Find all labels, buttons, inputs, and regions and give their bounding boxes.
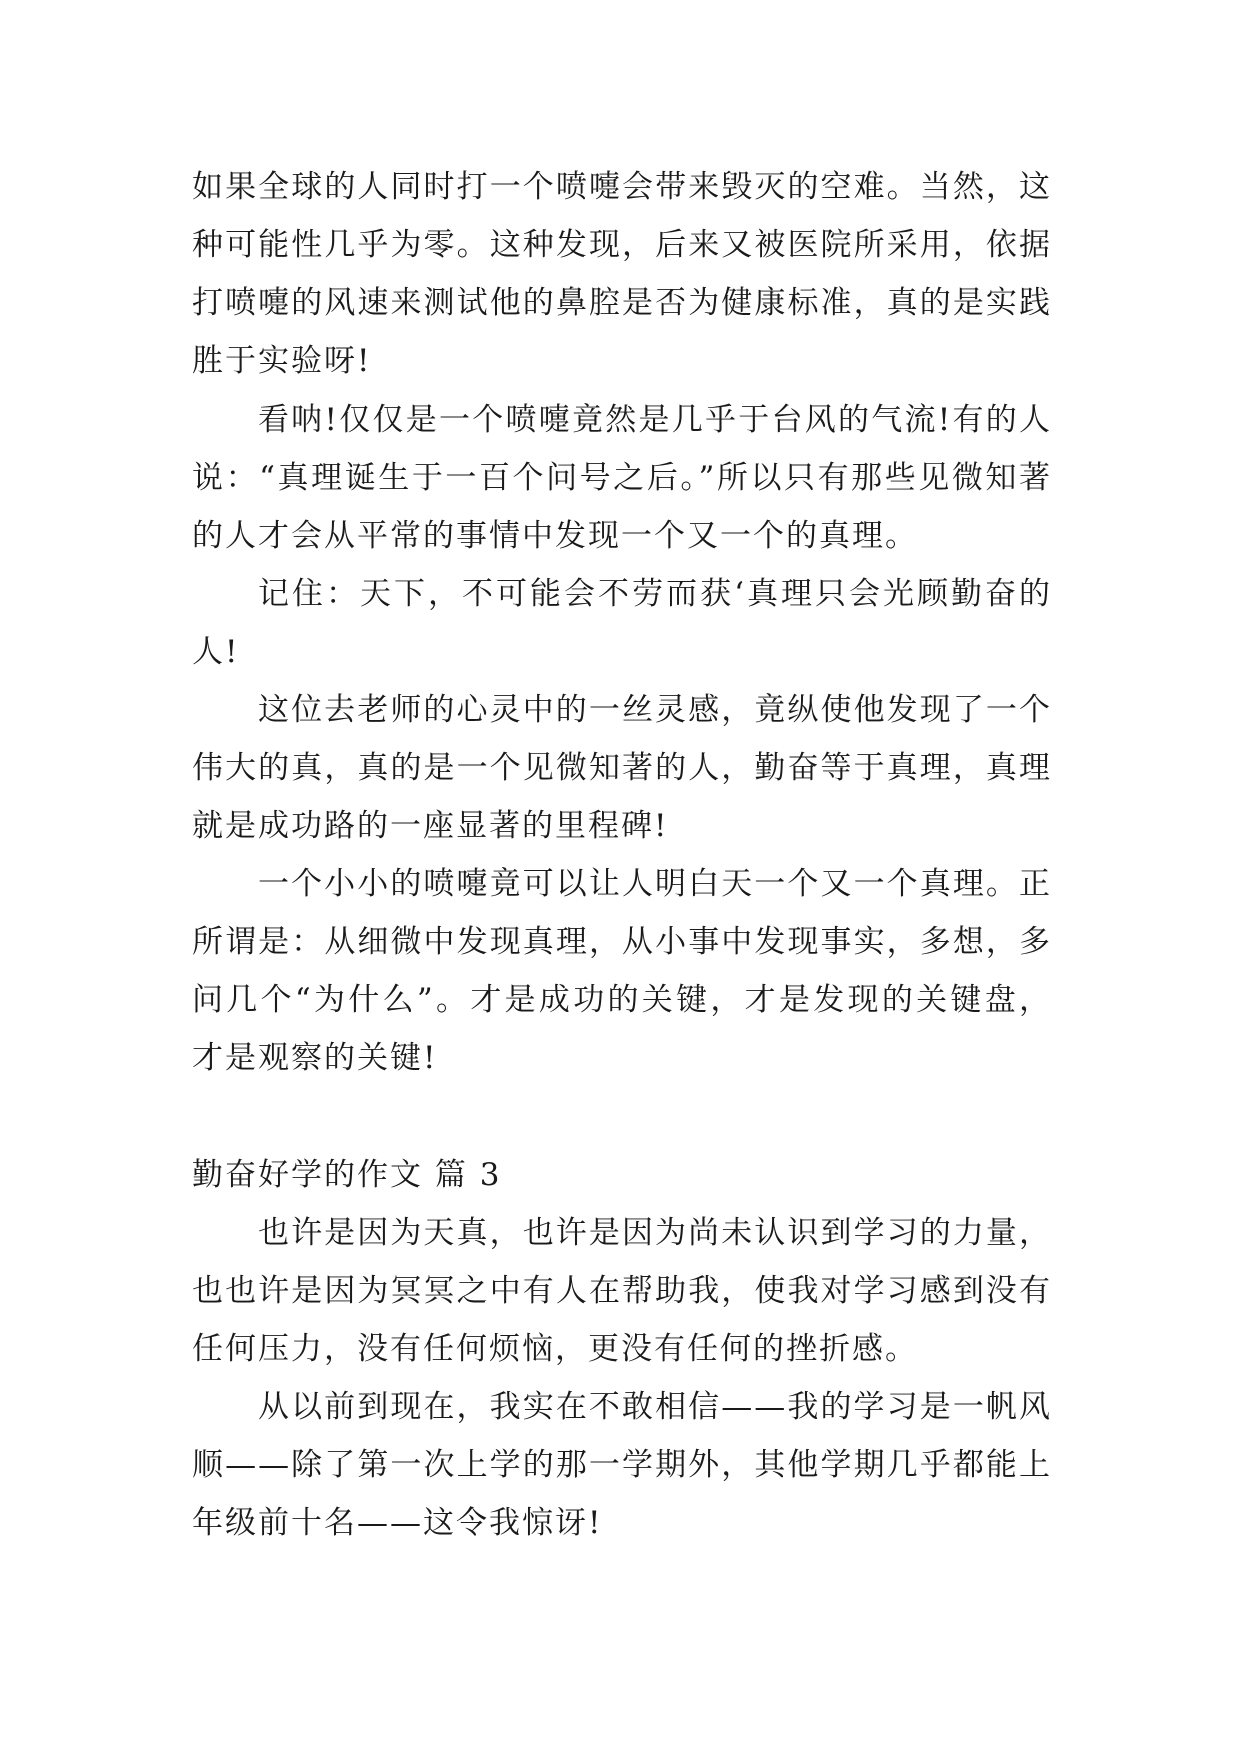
paragraph-6: 也许是因为天真，也许是因为尚未认识到学习的力量，也也许是因为冥冥之中有人在帮助我，使我对学习感到没有任何压力，没有任何烦恼，更没有任何的挫折感。 <box>192 1215 1052 1367</box>
paragraph-2: 看呐!仅仅是一个喷嚏竟然是几乎于台风的气流!有的人说：“真理诞生于一百个问号之后。”所以只有那些见微知著的人才会从平常的事情中发现一个又一个的真理。 <box>192 402 1052 554</box>
paragraph-3: 记住：天下，不可能会不劳而获‘真理只会光顾勤奋的人! <box>192 576 1052 670</box>
paragraph-7: 从以前到现在，我实在不敢相信——我的学习是一帆风顺——除了第一次上学的那一学期外，其他学期几乎都能上年级前十名——这令我惊讶! <box>192 1389 1052 1541</box>
section-heading: 勤奋好学的作文 篇 3 <box>192 1157 502 1193</box>
paragraph-1: 如果全球的人同时打一个喷嚏会带来毁灭的空难。当然，这种可能性几乎为零。这种发现，后来又被医院所采用，依据打喷嚏的风速来测试他的鼻腔是否为健康标准，真的是实践胜于实验呀! <box>192 169 1052 379</box>
paragraph-5: 一个小小的喷嚏竟可以让人明白天一个又一个真理。正所谓是：从细微中发现真理，从小事中发现事实，多想，多问几个“为什么”。才是成功的关键，才是发现的关键盘，才是观察的关键! <box>192 866 1052 1076</box>
paragraph-4: 这位去老师的心灵中的一丝灵感，竟纵使他发现了一个伟大的真，真的是一个见微知著的人，勤奋等于真理，真理就是成功路的一座显著的里程碑! <box>192 692 1052 844</box>
